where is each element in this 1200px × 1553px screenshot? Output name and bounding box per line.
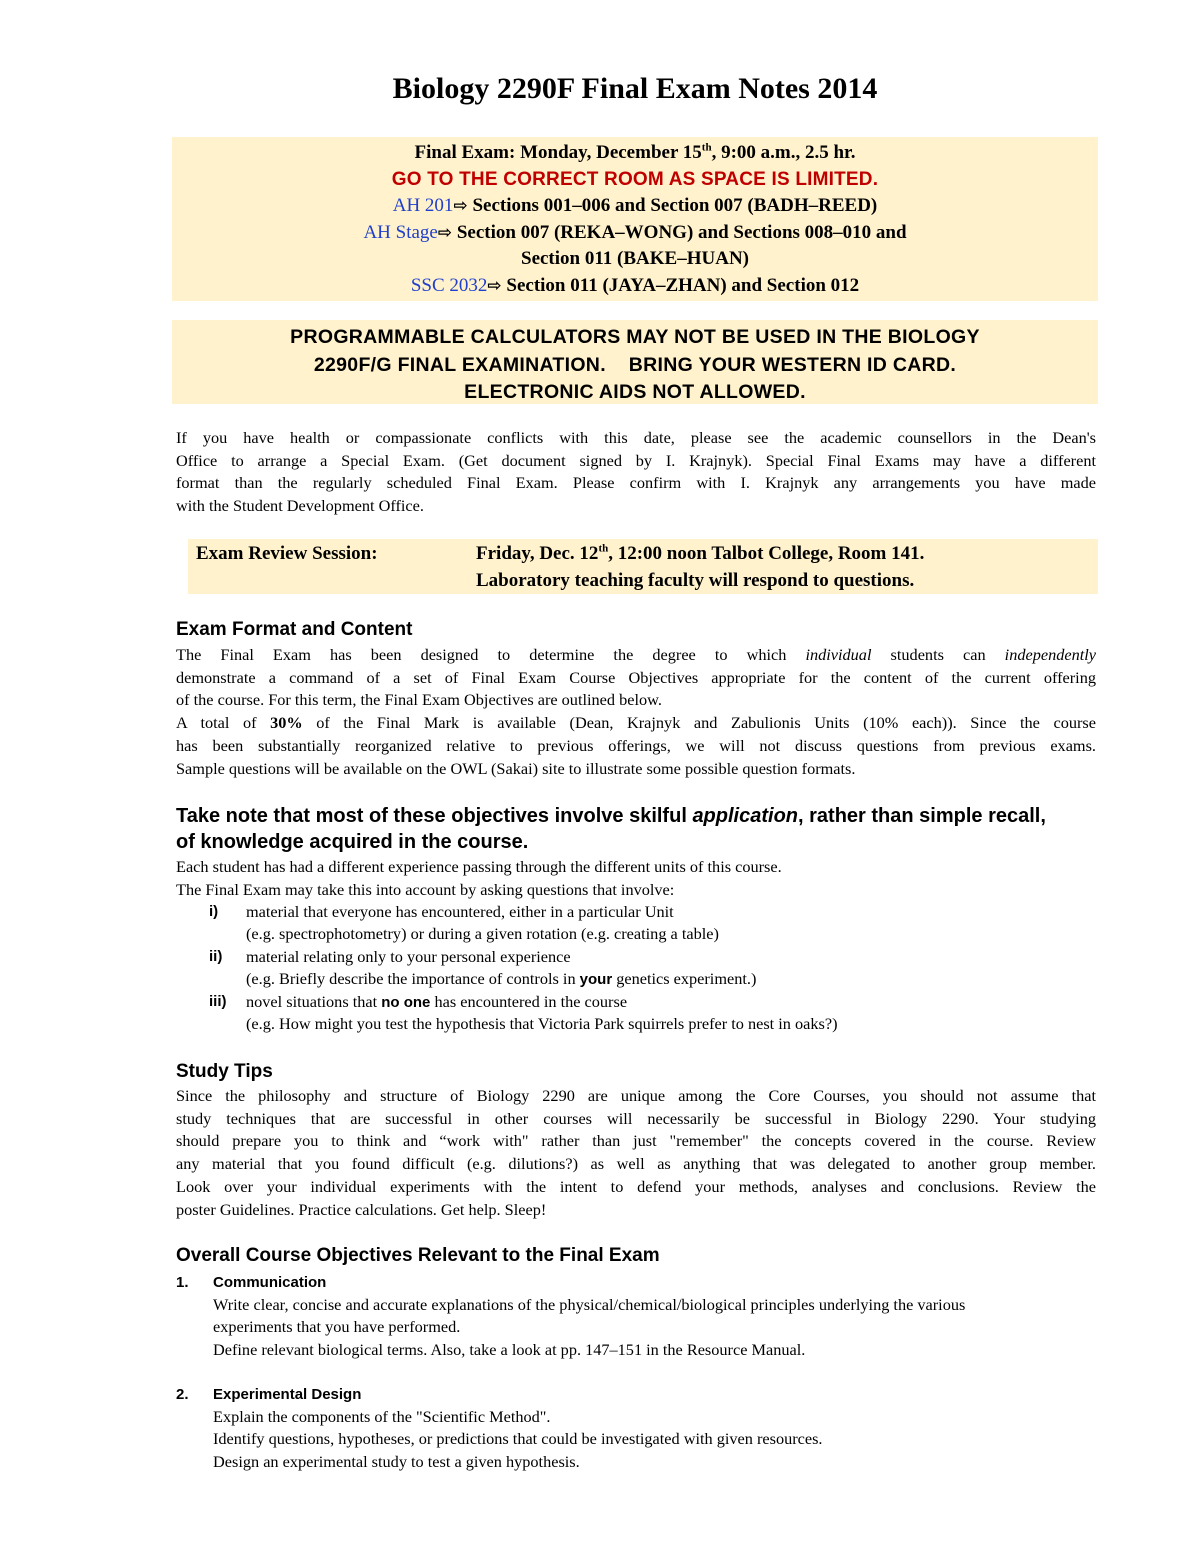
tips-line: Look over your individual experiments with the intent to defend your methods, analyses and conclusions. Review the (176, 1176, 1096, 1196)
calculator-notice-box (172, 320, 1098, 404)
room-line-ah-stage: AH Stage⇨ Section 007 (REKA–WONG) and Sections 008–010 and (363, 221, 907, 243)
list-item: iii) novel situations that no one has encountered in the course (209, 991, 628, 1011)
room-warning: GO TO THE CORRECT ROOM AS SPACE IS LIMITED. (391, 168, 879, 190)
exam-date-line: Final Exam: Monday, December 15th, 9:00 a.m., 2.5 hr. (414, 141, 856, 163)
review-label: Exam Review Session: (196, 543, 378, 564)
review-note: Laboratory teaching faculty will respond to questions. (476, 570, 915, 591)
tips-line: any material that you found difficult (e.g. dilutions?) as well as anything that was delegated to another group member. (176, 1154, 1096, 1174)
format-line: of the course. For this term, the Final Exam Objectives are outlined below. (176, 690, 662, 710)
format-line: has been substantially reorganized relative to previous offerings, we will not discuss questions from previous exams. (176, 735, 1096, 755)
tips-line: should prepare you to think and “work with" rather than just "remember" the concepts covered in the course. Review (176, 1131, 1096, 1151)
question-type-list (176, 901, 1096, 1035)
room-line-ah-stage-cont: Section 011 (BAKE–HUAN) (521, 248, 749, 269)
calculator-line-2: 2290F/G FINAL EXAMINATION. BRING YOUR WESTERN ID CARD. (313, 353, 957, 376)
list-item: i) material that everyone has encountered, either in a particular Unit (209, 902, 674, 921)
exam-info-box (172, 137, 1098, 301)
tips-paragraph (176, 1085, 1096, 1221)
conflict-line: If you have health or compassionate conflicts with this date, please see the academic counsellors in the Dean's (176, 428, 1096, 447)
document-page: Biology 2290F Final Exam Notes 2014 Final Exam: Monday, December 15th, 9:00 a.m., 2.5 hr. GO TO THE CORRECT ROOM AS SPACE IS LIMITED. AH 201⇨ Sections 001–006 and Section 007 (BADH–REED) AH Stage⇨ Section 007 (REKA–WONG) and Sections 008–010 and Section 011 (BAKE–HUAN) SSC 2032⇨ Section 011 (JAYA–ZHAN) and Section 012 PROGRAMMABLE CALCULATORS MAY NOT BE USED IN THE BIOLOGY 2290F/G FINAL EXAMINATION. BRING YOUR WESTERN ID CARD. ELECTRONIC AIDS NOT ALLOWED. If you have health or compassionate conflicts with this date, please see the academic counsellors in the Dean's Office to arrange a Special Exam. (Get document signed by I. Krajnyk). Special Final Exams may have a different format than the regularly scheduled Final Exam. Please confirm with I. Krajnyk any arrangements you have made with the Student Development Office. Exam Review Session: Friday, Dec. 12th, 12:00 noon Talbot College, Room 141. Laboratory teaching faculty will respond to questions. Exam Format and Content The Final Exam has been designed to determine the degree to which individual students can independently demonstrate a command of a set of Final Exam Course Objectives appropriate for the content of the current offering of the course. For this term, the Final Exam Objectives are outlined below. A total of 30% of the Final Mark is available (Dean, Krajnyk and Zabulionis Units (10% each)). Since the course has been substantially reorganized relative to previous offerings, we will not discuss questions from previous exams. Sample questions will be available on the OWL (Sakai) site to illustrate some possible question formats. Take note that most of these objectives involve skilful application, rather than simple recall, of knowledge acquired in the course. Each student has had a different experience passing through the different units of this course. The Final Exam may take this into account by asking questions that involve: i) material that everyone has encountered, either in a particular Unit (e.g. spectrophotometry) or during a given rotation (e.g. creating a table) ii) material relating only to your personal experience (e.g. Briefly describe the importance of controls in your genetics experiment.) iii) novel situations that no one has encountered in the course (e.g. How might you test the hypothesis that Victoria Park squirrels prefer to nest in oaks?) Study Tips Since the philosophy and structure of Biology 2290 are unique among the Core Courses, you should not assume that study techniques that are successful in other courses will necessarily be successful in Biology 2290. Your studying should prepare you to think and “work with" rather than just "remember" the concepts covered in the course. Review any material that you found difficult (e.g. dilutions?) as well as anything that was delegated to another group member. Look over your individual experiments with the intent to defend your methods, analyses and conclusions. Review the poster Guidelines. Practice calculations. Get help. Sleep! Overall Course Objectives Relevant to the Final Exam 1. Communication Write clear, concise and accurate explanations of the physical/chemical/biological principles underlying the various experiments that you have performed. Define relevant biological terms. Also, take a look at pp. 147–151 in the Resource Manual. 2. Experimental Design Explain the components of the "Scientific Method". Identify questions, hypotheses, or predictions that could be investigated with given resources. Design an experimental study to test a given hypothesis. (0, 0, 1200, 1553)
arrow-right-icon: ⇨ (437, 222, 453, 243)
calculator-line-3: ELECTRONIC AIDS NOT ALLOWED. (464, 381, 806, 403)
format-line: demonstrate a command of a set of Final Exam Course Objectives appropriate for the content of the current offering (176, 667, 1096, 687)
conflict-line: Office to arrange a Special Exam. (Get document signed by I. Krajnyk). Special Final Exams may have a different (176, 450, 1096, 470)
conflict-line: format than the regularly scheduled Final Exam. Please confirm with I. Krajnyk any arrangements you have made (176, 473, 1096, 493)
room-line-ah201: AH 201⇨ Sections 001–006 and Section 007 (BADH–REED) (392, 195, 878, 216)
tips-line: poster Guidelines. Practice calculations. Get help. Sleep! (176, 1199, 547, 1219)
arrow-right-icon: ⇨ (487, 275, 502, 296)
tips-line: study techniques that are successful in other courses will necessarily be successful in Biology 2290. Your studying (176, 1108, 1096, 1128)
list-item-continuation: (e.g. Briefly describe the importance of controls in your genetics experiment.) (246, 969, 757, 989)
format-line: The Final Exam has been designed to determine the degree to which individual students can independently (176, 645, 1096, 664)
format-paragraph (176, 644, 1096, 780)
note-heading: Take note that most of these objectives involve skilful application, rather than simple recall, of knowledge acquired in the course. (176, 805, 1046, 853)
format-line: A total of 30% of the Final Mark is available (Dean, Krajnyk and Zabulionis Units (10% each)). Since the course (176, 713, 1096, 733)
tips-heading: Study Tips (176, 1061, 273, 1082)
page-title: Biology 2290F Final Exam Notes 2014 (392, 72, 878, 105)
list-item-continuation: (e.g. How might you test the hypothesis that Victoria Park squirrels prefer to nest in oaks?) (246, 1013, 838, 1033)
calculator-line-1: PROGRAMMABLE CALCULATORS MAY NOT BE USED IN THE BIOLOGY (290, 326, 980, 348)
conflict-line: with the Student Development Office. (176, 496, 424, 516)
list-item-continuation: (e.g. spectrophotometry) or during a given rotation (e.g. creating a table) (246, 924, 719, 944)
format-heading: Exam Format and Content (176, 619, 413, 640)
tips-line: Since the philosophy and structure of Biology 2290 are unique among the Core Courses, you should not assume that (176, 1086, 1096, 1105)
review-session-box (188, 539, 1098, 594)
room-line-ssc2032: SSC 2032⇨ Section 011 (JAYA–ZHAN) and Section 012 (410, 274, 860, 296)
objectives-heading: Overall Course Objectives Relevant to the Final Exam (176, 1245, 660, 1266)
note-intro: Each student has had a different experience passing through the different units of this course. The Final Exam may take this into account by asking questions that involve: (176, 857, 782, 899)
conflict-paragraph (176, 427, 1096, 518)
list-item: ii) material relating only to your personal experience (209, 946, 571, 966)
arrow-right-icon: ⇨ (453, 196, 468, 216)
format-line: Sample questions will be available on the OWL (Sakai) site to illustrate some possible question formats. (176, 758, 856, 778)
review-when: Friday, Dec. 12th, 12:00 noon Talbot College, Room 141. (476, 542, 925, 564)
